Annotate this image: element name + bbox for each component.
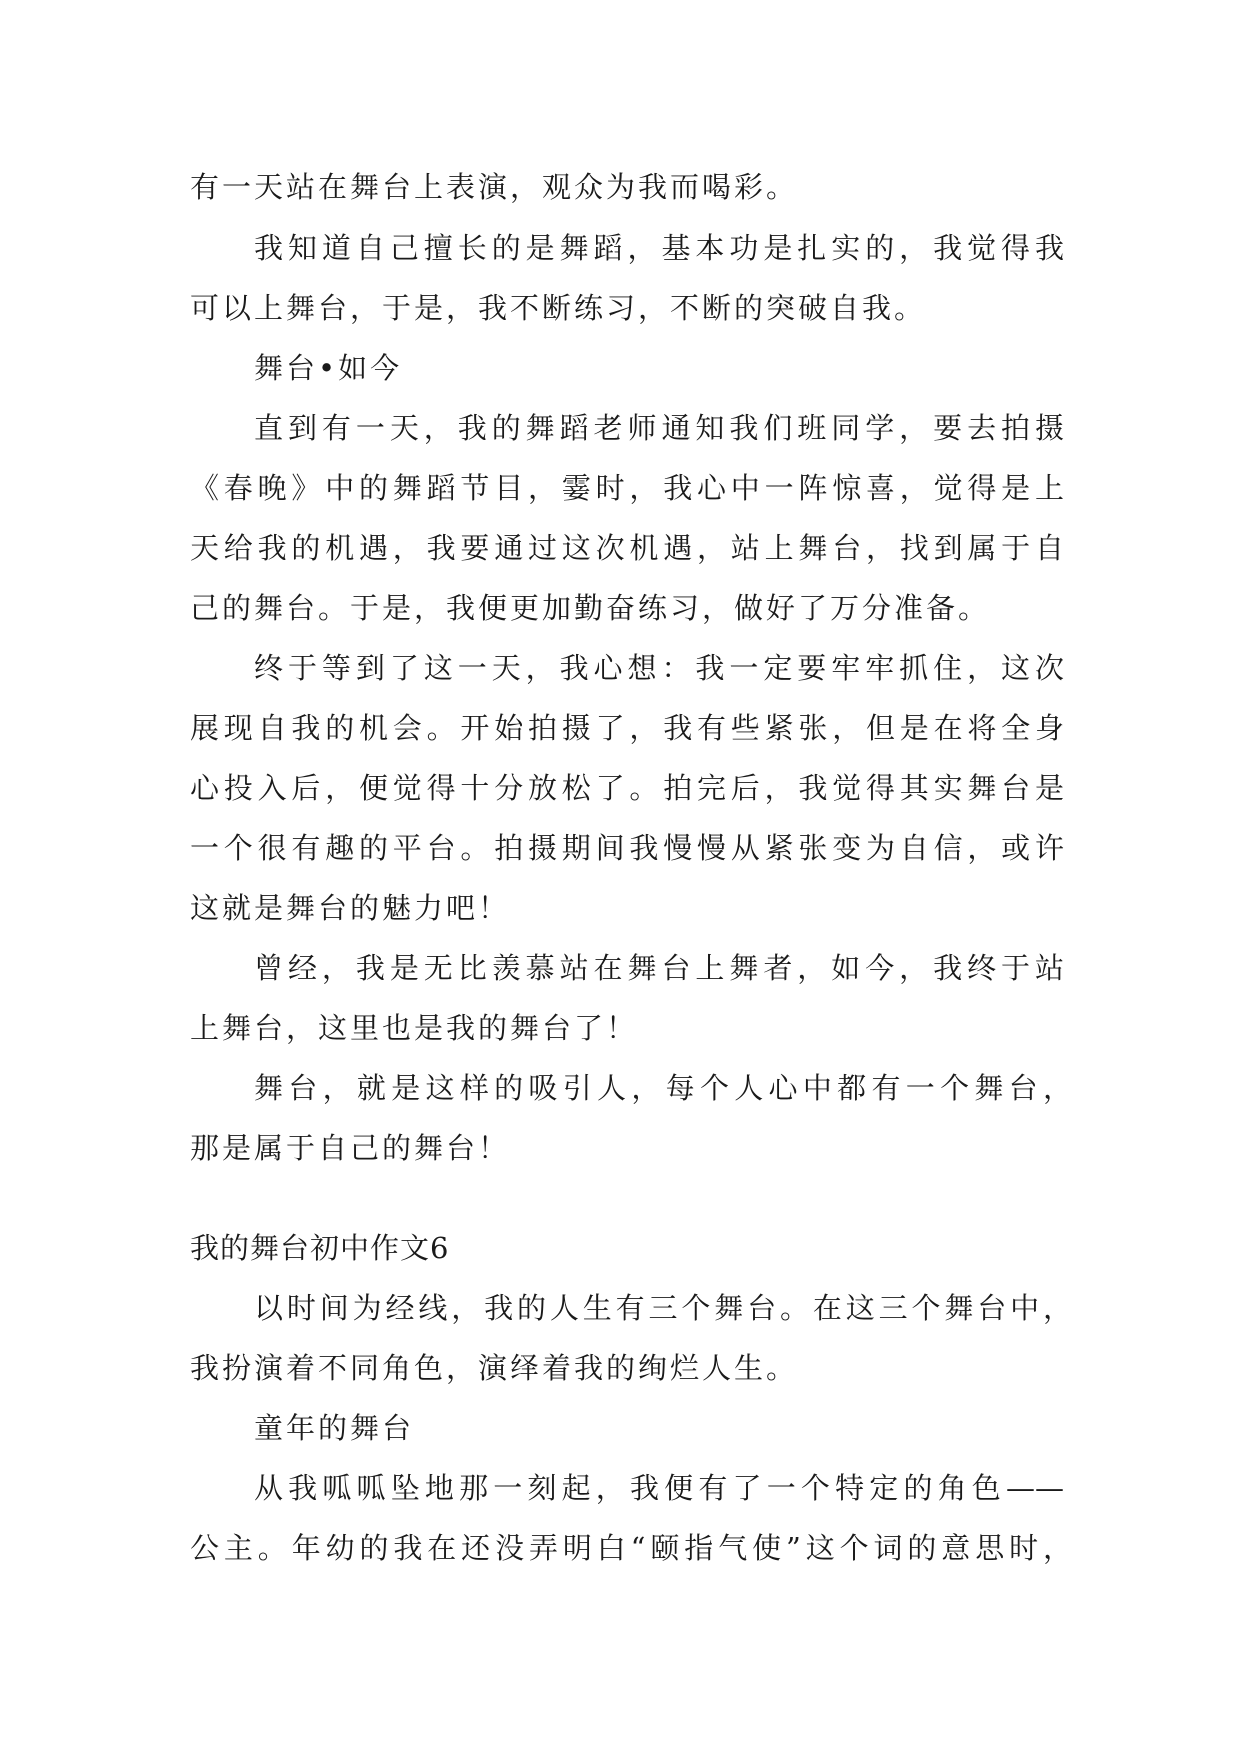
text-line: 公主。年幼的我在还没弄明白“颐指气使”这个词的意思时， <box>190 1531 1072 1565</box>
text-line: 天给我的机遇，我要通过这次机遇，站上舞台，找到属于自 <box>190 531 1064 565</box>
essay-title: 我的舞台初中作文6 <box>190 1231 450 1265</box>
text-line: 心投入后，便觉得十分放松了。拍完后，我觉得其实舞台是 <box>190 771 1064 805</box>
paragraph-first-line: 直到有一天，我的舞蹈老师通知我们班同学，要去拍摄 <box>254 411 1064 445</box>
text-line: 己的舞台。于是，我便更加勤奋练习，做好了万分准备。 <box>190 591 991 625</box>
text-line: 有一天站在舞台上表演，观众为我而喝彩。 <box>190 170 799 204</box>
paragraph-first-line: 舞台，就是这样的吸引人，每个人心中都有一个舞台， <box>254 1071 1072 1105</box>
paragraph-first-line: 曾经，我是无比羡慕站在舞台上舞者，如今，我终于站 <box>254 951 1064 985</box>
text-line: 可以上舞台，于是，我不断练习，不断的突破自我。 <box>190 291 927 325</box>
text-line: 《春晚》中的舞蹈节目，霎时，我心中一阵惊喜，觉得是上 <box>190 471 1064 505</box>
text-line: 那是属于自己的舞台！ <box>190 1131 511 1165</box>
text-line: 一个很有趣的平台。拍摄期间我慢慢从紧张变为自信，或许 <box>190 831 1064 865</box>
paragraph-first-line: 从我呱呱坠地那一刻起，我便有了一个特定的角色—— <box>254 1471 1064 1505</box>
section-subheading: 童年的舞台 <box>254 1411 415 1445</box>
text-line: 我扮演着不同角色，演绎着我的绚烂人生。 <box>190 1351 799 1385</box>
paragraph-first-line: 以时间为经线，我的人生有三个舞台。在这三个舞台中， <box>254 1291 1072 1325</box>
text-line: 上舞台，这里也是我的舞台了！ <box>190 1011 639 1045</box>
text-line: 展现自我的机会。开始拍摄了，我有些紧张，但是在将全身 <box>190 711 1064 745</box>
text-line: 这就是舞台的魅力吧！ <box>190 891 511 925</box>
paragraph-first-line: 我知道自己擅长的是舞蹈，基本功是扎实的，我觉得我 <box>254 231 1064 265</box>
section-subheading: 舞台•如今 <box>254 351 403 385</box>
paragraph-first-line: 终于等到了这一天，我心想：我一定要牢牢抓住，这次 <box>254 651 1064 685</box>
